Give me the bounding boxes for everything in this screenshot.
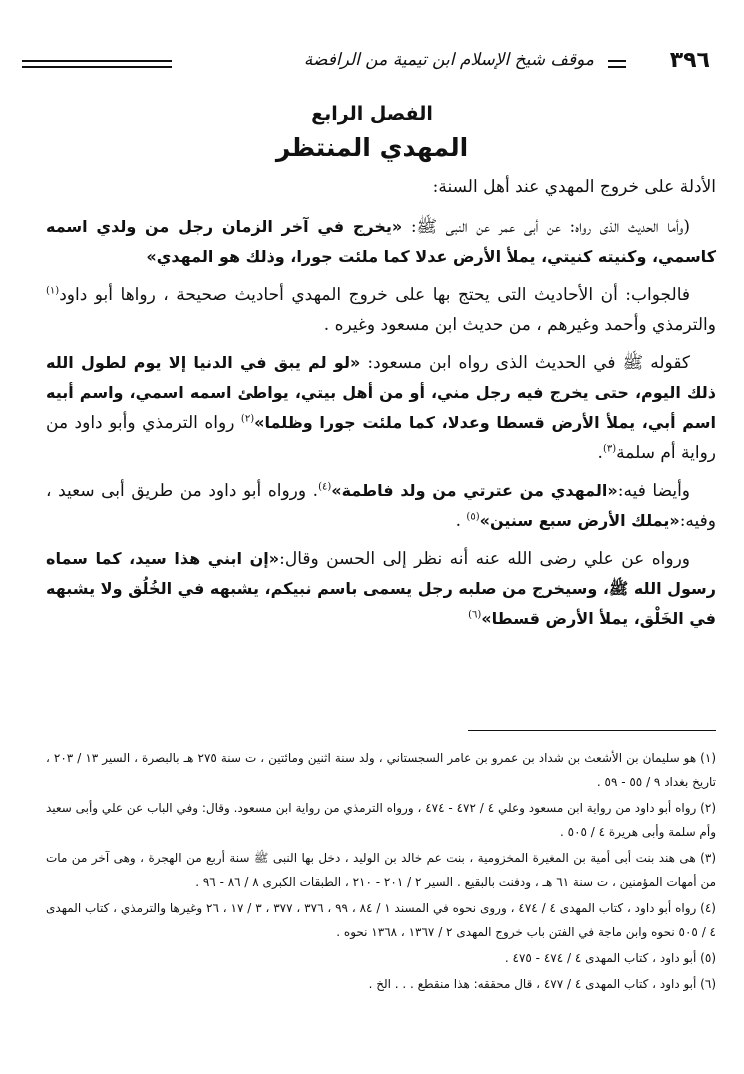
header-rule-long	[22, 60, 172, 68]
paragraph-5-text: ورواه عن علي رضى الله عنه أنه نظر إلى الحسن وقال:	[279, 549, 690, 569]
footnote-1: (١) هو سليمان بن الأشعث بن شداد بن عمرو بن عامر السجستاني ، ولد سنة اثنين ومائتين ، ت سنة ٢٧٥ هـ بالبصرة ، السير ١٣ / ٢٠٣ ، تاريخ بغداد ٩ / ٥٥ - ٥٩ .	[46, 751, 717, 789]
paragraph-4-text-a: وأيضا فيه:	[617, 481, 690, 501]
paragraph-4-text-c: .	[455, 511, 462, 531]
paragraph-3-text-a: كقوله ﷺ في الحديث الذى رواه ابن مسعود:	[367, 353, 691, 373]
footnotes	[46, 746, 716, 998]
page-number: ٣٩٦	[669, 48, 710, 73]
paragraph-1	[46, 212, 716, 272]
hadith-quote-3: «المهدي من عترتي من ولد فاطمة»	[331, 481, 618, 500]
footnote-ref-4[interactable]: (٤)	[318, 481, 332, 493]
paragraph-2-text-a: فالجواب: أن الأحاديث التى يحتج بها على خروج المهدي أحاديث صحيحة ، رواها أبو داود	[59, 285, 690, 305]
footnote-ref-6[interactable]: (٦)	[468, 609, 482, 621]
footnote-ref-1[interactable]: (١)	[46, 285, 60, 297]
footnote-5: (٥) أبو داود ، كتاب المهدى ٤ / ٤٧٤ - ٤٧٥ .	[504, 951, 716, 965]
hadith-quote-1: «يخرج في آخر الزمان رجل من ولدي اسمه كاسمي، وكنيته كنيتي، يملأ الأرض عدلا كما ملئت جورا، وذلك هو المهدي»	[46, 217, 716, 266]
paragraph-4	[46, 476, 716, 536]
footnote-ref-3[interactable]: (٣)	[602, 443, 617, 455]
footnote-2: (٢) رواه أبو داود من رواية ابن مسعود وعلي ٤ / ٤٧٢ - ٤٧٤ ، ورواه الترمذي من رواية ابن مسعود. وقال: وفي الباب عن علي وأبى سعيد وأم سلمة وأبى هريرة ٤ / ٥٠٥ .	[46, 801, 717, 839]
main-text	[46, 172, 716, 642]
footnote-divider	[468, 730, 716, 731]
intro-line: الأدلة على خروج المهدي عند أهل السنة:	[432, 177, 716, 197]
paragraph-1-text: (وأما الحديث الذى رواه: عن أبى عمر عن النبى ﷺ:	[410, 217, 690, 237]
header-rule-short	[608, 60, 626, 68]
hadith-quote-4: «يملك الأرض سبع سنين»	[479, 511, 680, 530]
hadith-quote-5: «إن ابني هذا سيد، كما سماه رسول الله ﷺ، وسيخرج من صلبه رجل يسمى باسم نبيكم، يشبهه في الخُلُق ولا يشبهه في الخَلْق، يملأ الأرض قسطا»	[46, 549, 716, 628]
paragraph-5	[46, 544, 716, 634]
footnote-6: (٦) أبو داود ، كتاب المهدى ٤ / ٤٧٧ ، قال محققه: هذا منقطع . . . الخ .	[368, 977, 716, 991]
paragraph-3-text-c: .	[597, 443, 603, 463]
section-heading: المهدي المنتظر	[275, 133, 469, 162]
chapter-heading: الفصل الرابع	[311, 103, 433, 125]
paragraph-3	[46, 348, 716, 468]
running-title: موقف شيخ الإسلام ابن تيمية من الرافضة	[303, 50, 594, 70]
paragraph-2	[46, 280, 716, 340]
page-header	[22, 46, 722, 80]
paragraph-3-text-b: رواه الترمذي وأبو داود من رواية أم سلمة	[46, 413, 716, 463]
hadith-quote-2: «لو لم يبق في الدنيا إلا يوم لطول الله ذلك اليوم، حتى يخرج فيه رجل مني، أو من أهل بيتي، يواطئ اسمه اسمي، واسم أبيه اسم أبي، يملأ الأرض قسطا وعدلا، كما ملئت جورا وظلما»	[46, 353, 717, 432]
footnote-ref-2[interactable]: (٢)	[240, 413, 255, 425]
headings	[0, 100, 744, 168]
footnote-ref-5[interactable]: (٥)	[466, 511, 480, 523]
footnote-4: (٤) رواه أبو داود ، كتاب المهدى ٤ / ٤٧٤ ، وروى نحوه في المسند ١ / ٨٤ ، ٩٩ ، ٣٧٦ ، ٣٧٧ ، ٣ / ١٧ ، ٢٦ وغيرها والترمذي ، كتاب المهدى ٤ / ٥٠٥ نحوه وابن ماجة في الفتن باب خروج المهدى ٢ / ١٣٦٧ ، ١٣٦٨ نحوه .	[46, 901, 716, 939]
paragraph-2-text-b: والترمذي وأحمد وغيرهم ، من حديث ابن مسعود وغيره .	[323, 315, 716, 335]
paragraph-4-text-b: . ورواه أبو داود من طريق أبى سعيد ، وفيه:	[46, 481, 716, 531]
footnote-3: (٣) هى هند بنت أبى أمية بن المغيرة المخزومية ، بنت عم خالد بن الوليد ، دخل بها النبى ﷺ سنة أربع من الهجرة ، وهى آخر من مات من أمهات المؤمنين ، ت سنة ٦١ هـ ، ودفنت بالبقيع . السير ٢ / ٢٠١ - ٢١٠ ، الطبقات الكبرى ٨ / ٨٦ - ٩٦ .	[46, 851, 716, 889]
